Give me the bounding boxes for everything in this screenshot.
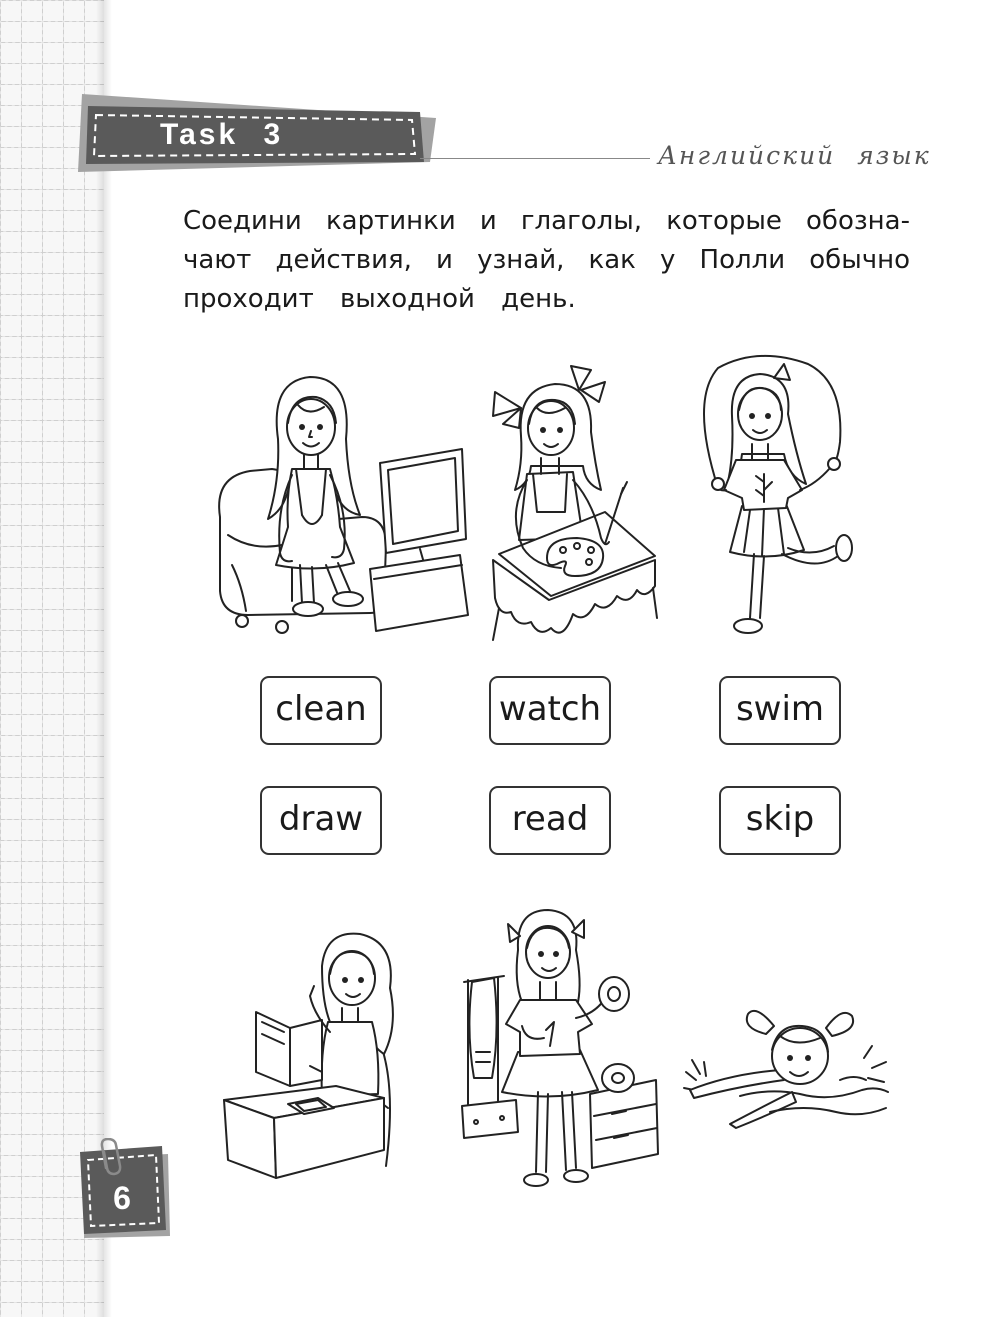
instruction-line: проходит выходной день. xyxy=(183,284,576,314)
illustration-girl-skipping xyxy=(688,350,868,645)
margin-grid xyxy=(0,0,104,1317)
margin-shadow xyxy=(96,0,112,1317)
instruction-line: чают действия, и узнай, как у Полли обычно xyxy=(183,245,910,275)
subject-title: Английский язык xyxy=(658,141,931,170)
illustration-girl-cleaning xyxy=(462,902,662,1202)
instruction-line: Соедини картинки и глаголы, которые обозна- xyxy=(183,206,910,236)
header-rule xyxy=(420,158,650,159)
word-box-clean: clean xyxy=(260,676,382,745)
task-label: Task 3 xyxy=(160,118,284,151)
word-box-draw: draw xyxy=(260,786,382,855)
word-box-watch: watch xyxy=(489,676,611,745)
word-box-read: read xyxy=(489,786,611,855)
illustration-girl-reading xyxy=(218,922,403,1184)
instruction-text xyxy=(183,202,910,319)
word-box-skip: skip xyxy=(719,786,841,855)
page-number: 6 xyxy=(113,1180,131,1216)
illustration-girl-drawing xyxy=(485,362,665,647)
illustration-girl-watching-tv xyxy=(212,365,474,637)
illustration-girl-swimming xyxy=(680,1000,895,1130)
word-box-swim: swim xyxy=(719,676,841,745)
